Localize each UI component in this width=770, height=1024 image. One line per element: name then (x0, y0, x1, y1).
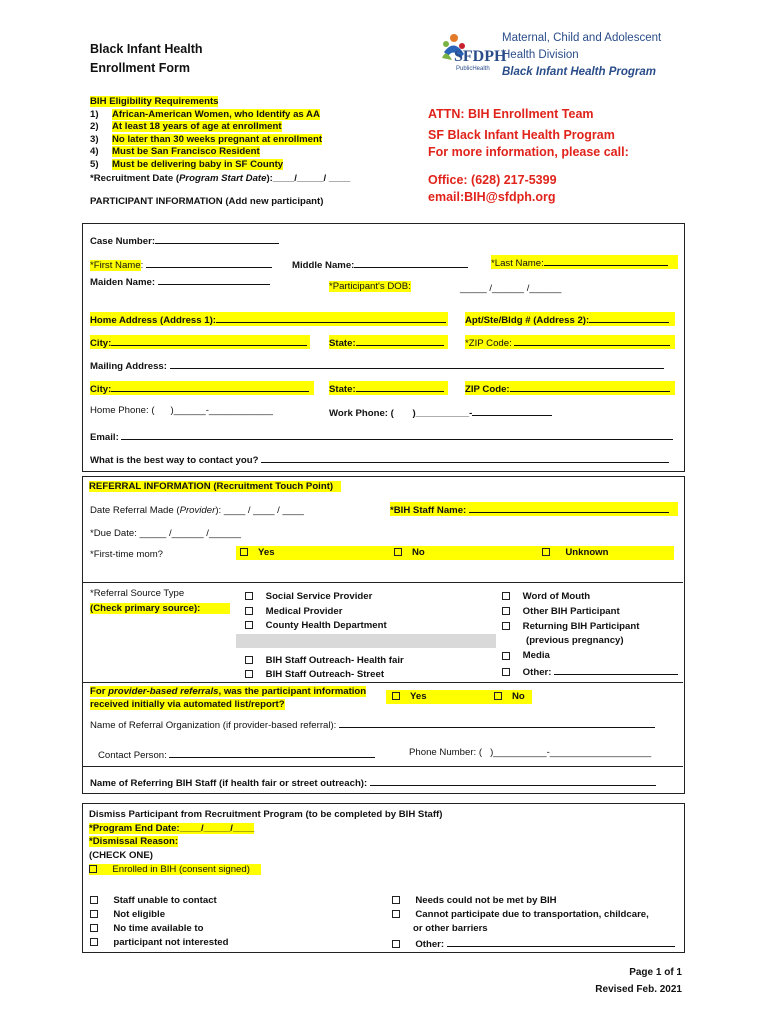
divider (82, 682, 683, 683)
maiden-name-field[interactable]: Maiden Name: (90, 274, 270, 288)
footer (595, 964, 682, 998)
first-time-unknown[interactable]: Unknown (542, 547, 609, 558)
date-referral-field[interactable]: Date Referral Made (Provider): ____ / ____ / ____ (90, 505, 304, 516)
attn-line1: ATTN: BIH Enrollment Team (428, 107, 594, 121)
email-field[interactable]: Email: (90, 429, 673, 443)
case-number-field[interactable]: Case Number: (90, 233, 279, 247)
dismiss-option[interactable]: Cannot participate due to transportation, childcare, (392, 908, 675, 922)
due-date-field[interactable]: *Due Date: _____ /______ /______ (90, 528, 241, 539)
form-title-line1: Black Infant Health (90, 42, 203, 56)
divider (82, 582, 683, 583)
logo-text: SFDPH (454, 48, 507, 65)
source-option[interactable]: BIH Staff Outreach- Street (245, 668, 404, 682)
source-option[interactable]: Word of Mouth (502, 590, 678, 605)
mailing-address-field[interactable]: Mailing Address: (90, 358, 664, 372)
sources-mid-list (245, 590, 387, 634)
dob-field[interactable]: _____ /______ /______ (460, 283, 562, 294)
program-end-date-field[interactable]: *Program End Date:____/_____/____ (89, 822, 255, 834)
logo-subtext: PublicHealth (456, 66, 490, 72)
dismiss-option[interactable]: participant not interested (90, 936, 228, 950)
org-line2: Health Division (502, 49, 579, 61)
dismiss-header (89, 808, 442, 862)
check-one-label: (CHECK ONE) (89, 849, 153, 861)
referral-org-field[interactable]: Name of Referral Organization (if provider-based referral): (90, 717, 655, 731)
program-name: Black Infant Health Program (502, 66, 657, 78)
provider-question: For provider-based referrals, was the participant information received initially via automated list/report? (90, 686, 367, 710)
source-option[interactable]: Returning BIH Participant (502, 620, 678, 635)
first-time-no[interactable]: No (394, 547, 425, 558)
check-primary-label: (Check primary source): (90, 603, 230, 614)
provider-no[interactable]: No (494, 691, 525, 702)
last-name-field[interactable]: *Last Name: (491, 255, 678, 269)
best-contact-field[interactable]: What is the best way to contact you? (90, 452, 669, 466)
provider-yes[interactable]: Yes (392, 691, 427, 702)
eligibility-heading: BIH Eligibility Requirements (90, 96, 219, 107)
sfdph-logo (440, 32, 507, 78)
referring-staff-field[interactable]: Name of Referring BIH Staff (if health fair or street outreach): (90, 775, 656, 789)
city-field[interactable]: City: (90, 335, 310, 349)
dismissal-reason-label: *Dismissal Reason: (89, 836, 179, 847)
checkbox-icon (394, 548, 402, 556)
checkbox-icon (542, 548, 550, 556)
sources-outreach-list (245, 654, 404, 682)
source-option[interactable]: Other: (502, 664, 678, 681)
recruitment-date-field[interactable]: *Recruitment Date (Program Start Date):____/_____/ ____ (90, 173, 351, 184)
attn-line3: For more information, please call: (428, 145, 629, 159)
revised-date: Revised Feb. 2021 (595, 984, 682, 995)
state-field[interactable]: State: (329, 335, 448, 349)
city2-field[interactable]: City: (90, 381, 314, 395)
state2-field[interactable]: State: (329, 381, 448, 395)
enrolled-option[interactable]: Enrolled in BIH (consent signed) (89, 864, 261, 875)
zip2-field[interactable]: ZIP Code: (465, 381, 675, 395)
attn-block (428, 106, 629, 206)
attn-phone: Office: (628) 217-5399 (428, 173, 557, 187)
dismiss-option[interactable]: No time available to (90, 922, 228, 936)
eligibility-block (90, 96, 322, 172)
provider-question-options (386, 690, 532, 704)
middle-name-field[interactable]: Middle Name: (292, 257, 468, 271)
eligibility-item: 4) Must be San Francisco Resident (90, 146, 260, 158)
attn-line2: SF Black Infant Health Program (428, 128, 615, 142)
form-title (90, 40, 203, 78)
dismiss-option[interactable]: Needs could not be met by BIH (392, 894, 675, 908)
source-option[interactable]: Medical Provider (245, 605, 387, 620)
source-option[interactable]: Social Service Provider (245, 590, 387, 605)
first-name-field[interactable]: *First Name: (90, 257, 272, 271)
eligibility-item: 2) At least 18 years of age at enrollment (90, 121, 282, 133)
source-option[interactable]: Other BIH Participant (502, 605, 678, 620)
shaded-bar (236, 634, 496, 648)
org-line1: Maternal, Child and Adolescent (502, 32, 662, 44)
dismiss-right-list: Needs could not be met by BIH Cannot participate due to transportation, childcare, or other barriers Other: (392, 894, 675, 952)
eligibility-item: 3) No later than 30 weeks pregnant at enrollment (90, 133, 323, 145)
source-option[interactable]: Media (502, 649, 678, 664)
referral-heading: REFERRAL INFORMATION (Recruitment Touch Point) (89, 481, 341, 492)
source-option[interactable]: County Health Department (245, 619, 387, 634)
checkbox-icon (240, 548, 248, 556)
contact-person-field[interactable]: Contact Person: (98, 747, 375, 761)
dismiss-option[interactable]: Staff unable to contact (90, 894, 228, 908)
source-option[interactable]: BIH Staff Outreach- Health fair (245, 654, 404, 668)
attn-email: email:BIH@sfdph.org (428, 190, 556, 204)
eligibility-item: 5) Must be delivering baby in SF County (90, 158, 284, 170)
staff-name-field[interactable]: *BIH Staff Name: (390, 502, 678, 516)
eligibility-item: 1) African-American Women, who Identify as AA (90, 108, 320, 120)
participant-section-label: PARTICIPANT INFORMATION (Add new participant) (90, 196, 324, 207)
apt-field[interactable]: Apt/Ste/Bldg # (Address 2): (465, 312, 675, 326)
home-address-field[interactable]: Home Address (Address 1): (90, 312, 448, 326)
first-time-yes[interactable]: Yes (240, 547, 275, 558)
divider (82, 766, 683, 767)
first-time-mom-label: *First-time mom? (90, 549, 164, 560)
dob-label: *Participant's DOB: (329, 281, 411, 292)
org-name (502, 30, 661, 81)
form-title-line2: Enrollment Form (90, 61, 191, 75)
sources-right-list: Word of Mouth Other BIH Participant Returning BIH Participant (previous pregnancy) Media Other: (502, 590, 678, 681)
phone-number-field[interactable]: Phone Number: ( )__________-___________________ (409, 747, 652, 758)
dismiss-left-list (90, 894, 228, 950)
source-type-label: *Referral Source Type (90, 588, 185, 599)
work-phone-field[interactable]: Work Phone: ( )__________- (329, 405, 552, 419)
dismiss-heading: Dismiss Participant from Recruitment Program (to be completed by BIH Staff) (89, 809, 443, 820)
first-time-mom-options (236, 546, 674, 560)
dismiss-option[interactable]: Other: (392, 936, 675, 952)
zip-field[interactable]: *ZIP Code: (465, 335, 675, 349)
page-number: Page 1 of 1 (629, 967, 682, 978)
home-phone-field[interactable]: Home Phone: ( )______-____________ (90, 405, 273, 416)
dismiss-option[interactable]: Not eligible (90, 908, 228, 922)
